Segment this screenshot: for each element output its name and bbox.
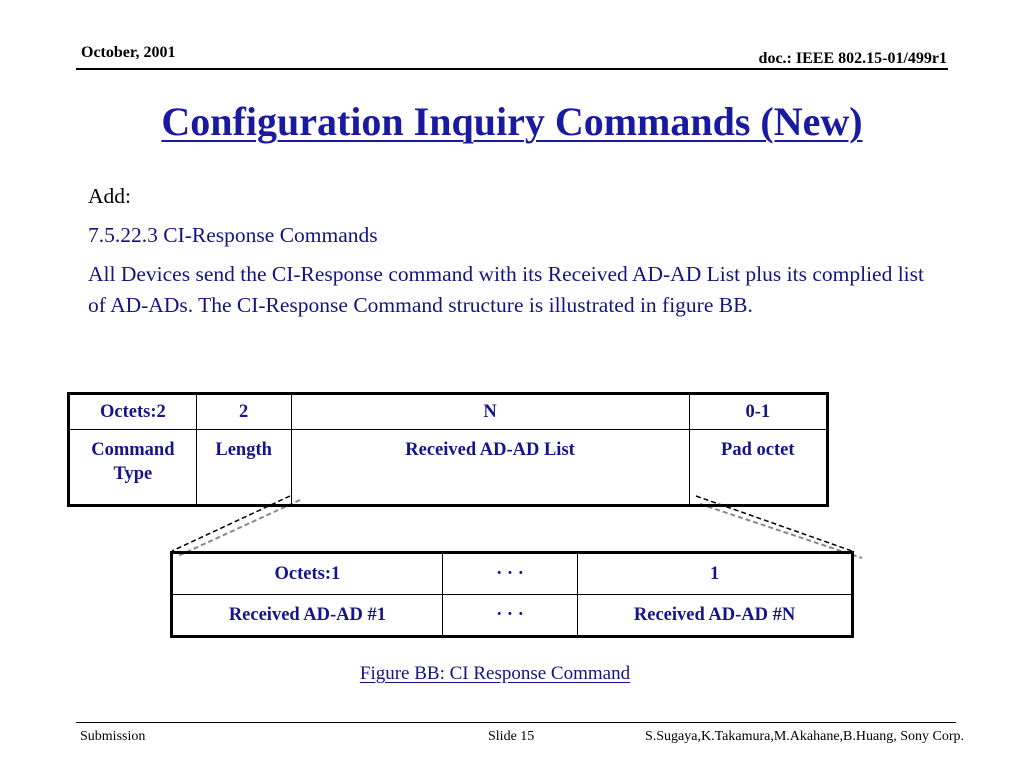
figure-caption: Figure BB: CI Response Command (359, 663, 631, 684)
section-heading: 7.5.22.3 CI-Response Commands (88, 223, 378, 247)
ad-ad-list-table (170, 551, 854, 638)
header-date: October, 2001 (81, 44, 176, 61)
octets-cell: Octets:1 (172, 553, 443, 595)
field-cell: Length (196, 430, 291, 506)
field-cell: Command Type (69, 430, 197, 506)
description-paragraph: All Devices send the CI-Response command with its Received AD-AD List plus its complied list of AD-ADs. The CI-Response Command structure is illustrated in figure BB. (88, 262, 924, 317)
octets-cell: Octets:2 (69, 394, 197, 430)
footer-slide-number: Slide 15 (488, 729, 535, 744)
field-cell: Received AD-AD #N (578, 595, 853, 637)
header-doc-ref: doc.: IEEE 802.15-01/499r1 (758, 50, 947, 67)
footer-submission: Submission (80, 729, 146, 744)
fields-row (172, 595, 853, 637)
connector-left-inner (178, 500, 300, 556)
octets-cell: 2 (196, 394, 291, 430)
ellipsis-cell: · · · (442, 553, 577, 595)
slide-title: Configuration Inquiry Commands (New) (161, 99, 863, 144)
ellipsis-cell: · · · (442, 595, 577, 637)
footer-authors: S.Sugaya,K.Takamura,M.Akahane,B.Huang, Sony Corp. (644, 729, 964, 744)
connector-right-inner (700, 504, 862, 558)
field-cell: Received AD-AD #1 (172, 595, 443, 637)
field-cell: Received AD-AD List (291, 430, 689, 506)
octets-row (69, 394, 828, 430)
field-cell: Pad octet (689, 430, 827, 506)
octets-cell: 1 (578, 553, 853, 595)
add-label: Add: (88, 184, 131, 208)
footer-rule (76, 722, 956, 723)
ci-response-frame-table (67, 392, 829, 507)
octets-cell: 0-1 (689, 394, 827, 430)
fields-row (69, 430, 828, 506)
octets-cell: N (291, 394, 689, 430)
octets-row (172, 553, 853, 595)
